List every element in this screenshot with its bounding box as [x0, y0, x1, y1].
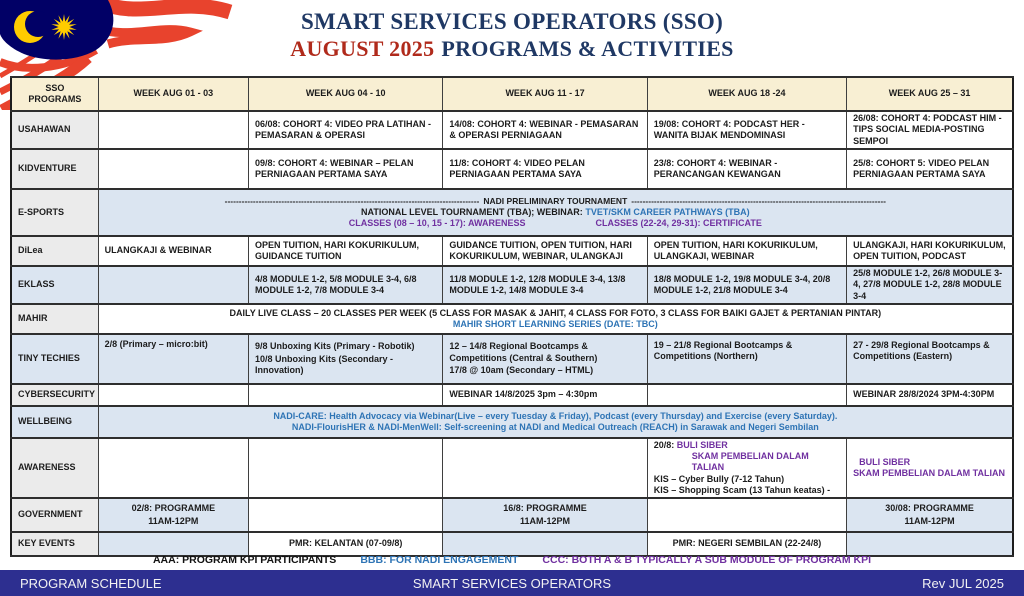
awareness-topic1: BULI SIBER: [676, 439, 728, 450]
row-cybersecurity: [11, 384, 1013, 406]
row-mahir: [11, 304, 1013, 334]
gov-w3-line1: 16/8: PROGRAMME: [503, 503, 587, 514]
row-kidventure: [11, 149, 1013, 189]
awareness-w5-topic2: SKAM PEMBELIAN DALAM TALIAN: [853, 467, 1005, 478]
cell-eklass-w3: 11/8 MODULE 1-2, 12/8 MODULE 3-4, 13/8 MODULE 1-2, 14/8 MODULE 3-4: [443, 266, 647, 304]
legend-aaa: AAA: PROGRAM KPI PARTICIPANTS: [152, 554, 337, 566]
tiny-w3-line1: 12 – 14/8 Regional Bootcamps & Competitions (Central & Southern): [449, 341, 598, 363]
wellbeing-nadi-care-line: NADI-CARE: Health Advocacy via Webinar(Live – every Tuesday & Friday), Podcast (every Thursday) and Exercise (every Saturday).: [273, 410, 838, 421]
awareness-w5-topic1: BULI SIBER: [859, 456, 911, 467]
row-awareness: [11, 438, 1013, 498]
row-tiny-techies: [11, 334, 1013, 384]
cell-tiny-w1: 2/8 (Primary – micro:bit): [98, 334, 248, 384]
row-label-mahir: MAHIR: [11, 304, 98, 334]
page-title: [0, 8, 1024, 63]
cell-kidventure-w1: [98, 149, 248, 189]
row-label-awareness: AWARENESS: [11, 438, 98, 498]
title-month-year: AUGUST 2025: [290, 36, 435, 62]
awareness-w4-line1: [654, 440, 840, 451]
esports-national-line: [105, 207, 1006, 218]
cell-awareness-w5: [847, 438, 1013, 498]
esports-dashes-right: ------------------------------------------------------------------------------------------: [631, 195, 887, 206]
row-label-esports: E-SPORTS: [11, 189, 98, 236]
row-dilea: [11, 236, 1013, 266]
cell-esports-span: [98, 189, 1013, 236]
cell-dilea-w3: GUIDANCE TUITION, OPEN TUITION, HARI KOKURIKULUM, WEBINAR, ULANGKAJI: [443, 236, 647, 266]
cell-cyber-w3: WEBINAR 14/8/2025 3pm – 4:30pm: [443, 384, 647, 406]
legend: [0, 554, 1024, 566]
footer-center: SMART SERVICES OPERATORS: [412, 575, 612, 591]
cell-kidventure-w2: 09/8: COHORT 4: WEBINAR – PELAN PERNIAGAAN PERTAMA SAYA: [248, 149, 442, 189]
cell-eklass-w5: 25/8 MODULE 1-2, 26/8 MODULE 3-4, 27/8 MODULE 1-2, 28/8 MODULE 3-4: [847, 266, 1013, 304]
cell-awareness-w1: [98, 438, 248, 498]
gov-w5-line1: 30/08: PROGRAMME: [885, 503, 974, 514]
mahir-daily-class-line: DAILY LIVE CLASS – 20 CLASSES PER WEEK (5 CLASS FOR MASAK & JAHIT, 4 CLASS FOR FOTO, 3 CLASS FOR BAIKI GAJET & PERTANIAN PINTAR): [229, 307, 882, 318]
cell-kidventure-w5: 25/8: COHORT 5: VIDEO PELAN PERNIAGAAN PERTAMA SAYA: [847, 149, 1013, 189]
awareness-date: 20/8:: [653, 439, 675, 450]
cell-keyevents-w3: [443, 532, 647, 556]
tiny-w3-line2: 17/8 @ 10am (Secondary – HTML): [449, 364, 594, 375]
schedule-table: [10, 76, 1014, 557]
tiny-w2-line1: 9/8 Unboxing Kits (Primary - Robotik): [254, 341, 415, 352]
row-usahawan: [11, 111, 1013, 149]
title-line1: SMART SERVICES OPERATORS (SSO): [300, 9, 724, 34]
cell-usahawan-w4: 19/08: COHORT 4: PODCAST HER - WANITA BIJAK MENDOMINASI: [647, 111, 846, 149]
row-esports: [11, 189, 1013, 236]
cell-government-w3: [443, 498, 647, 532]
cell-awareness-w4: [647, 438, 846, 498]
row-label-cybersecurity: CYBERSECURITY: [11, 384, 98, 406]
cell-keyevents-w4: PMR: NEGERI SEMBILAN (22-24/8): [647, 532, 846, 556]
header-sso-programs: SSO PROGRAMS: [11, 77, 98, 111]
cell-government-w2: [248, 498, 442, 532]
title-line2-rest: PROGRAMS & ACTIVITIES: [441, 36, 734, 62]
cell-usahawan-w5: 26/08: COHORT 4: PODCAST HIM - TIPS SOCIAL MEDIA-POSTING SEMPOI: [847, 111, 1013, 149]
row-label-kidventure: KIDVENTURE: [11, 149, 98, 189]
cell-cyber-w5: WEBINAR 28/8/2024 3PM-4:30PM: [847, 384, 1013, 406]
cell-usahawan-w2: 06/08: COHORT 4: VIDEO PRA LATIHAN - PEMASARAN & OPERASI: [248, 111, 442, 149]
cell-cyber-w1: [98, 384, 248, 406]
cell-dilea-w5: ULANGKAJI, HARI KOKURIKULUM, OPEN TUITION, PODCAST: [847, 236, 1013, 266]
footer-bar: [0, 570, 1024, 596]
cell-keyevents-w2: PMR: KELANTAN (07-09/8): [248, 532, 442, 556]
awareness-topic2: SKAM PEMBELIAN DALAM TALIAN: [691, 451, 809, 473]
footer-left: PROGRAM SCHEDULE: [20, 575, 162, 591]
cell-keyevents-w1: [98, 532, 248, 556]
cell-eklass-w2: 4/8 MODULE 1-2, 5/8 MODULE 3-4, 6/8 MODULE 1-2, 7/8 MODULE 3-4: [248, 266, 442, 304]
gov-w1-line2: 11AM-12PM: [148, 515, 199, 526]
esports-tournament-title: NADI PRELIMINARY TOURNAMENT: [483, 195, 628, 206]
footer-right: Rev JUL 2025: [922, 575, 1004, 591]
mahir-learning-series-line: MAHIR SHORT LEARNING SERIES (DATE: TBC): [452, 318, 658, 329]
cell-wellbeing-span: [98, 406, 1013, 438]
header-week-4: WEEK AUG 18 -24: [647, 77, 846, 111]
row-wellbeing: [11, 406, 1013, 438]
cell-government-w5: [847, 498, 1013, 532]
row-label-dilea: DiLea: [11, 236, 98, 266]
cell-awareness-w3: [443, 438, 647, 498]
awareness-kis2: KIS – Shopping Scam (13 Tahun keatas) -: [653, 484, 831, 495]
wellbeing-flourisher-line: NADI-FlourisHER & NADI-MenWell: Self-screening at NADI and Medical Outreach (REACH) in Sarawak and Negeri Sembilan: [291, 421, 819, 432]
cell-eklass-w1: [98, 266, 248, 304]
cell-tiny-w3: [443, 334, 647, 384]
header-week-2: WEEK AUG 04 - 10: [248, 77, 442, 111]
row-label-government: GOVERNMENT: [11, 498, 98, 532]
cell-keyevents-w5: [847, 532, 1013, 556]
cell-kidventure-w4: 23/8: COHORT 4: WEBINAR - PERANCANGAN KEWANGAN: [647, 149, 846, 189]
header-row: [11, 77, 1013, 111]
cell-government-w4: [647, 498, 846, 532]
header-week-5: WEEK AUG 25 – 31: [847, 77, 1013, 111]
row-label-tiny-techies: TINY TECHIES: [11, 334, 98, 384]
header-week-3: WEEK AUG 11 - 17: [443, 77, 647, 111]
cell-government-w1: [98, 498, 248, 532]
legend-bbb: BBB: FOR NADI ENGAGEMENT: [360, 554, 519, 566]
row-government: [11, 498, 1013, 532]
cell-mahir-span: [98, 304, 1013, 334]
tiny-w2-line2: 10/8 Unboxing Kits (Secondary - Innovation): [254, 353, 393, 375]
row-key-events: [11, 532, 1013, 556]
cell-dilea-w1: ULANGKAJI & WEBINAR: [98, 236, 248, 266]
awareness-kis1: KIS – Cyber Bully (7-12 Tahun): [653, 473, 785, 484]
cell-usahawan-w3: 14/08: COHORT 4: WEBINAR - PEMASARAN & OPERASI PERNIAGAAN: [443, 111, 647, 149]
gov-w1-line1: 02/8: PROGRAMME: [131, 503, 216, 514]
esports-classes-line: [105, 218, 1006, 229]
esports-dashes-left: ------------------------------------------------------------------------------------------: [224, 195, 480, 206]
esports-classes-awareness: CLASSES (08 – 10, 15 - 17): AWARENESS: [348, 217, 526, 228]
cell-cyber-w2: [248, 384, 442, 406]
row-label-eklass: EKLASS: [11, 266, 98, 304]
esports-tournament-line: [105, 196, 1006, 207]
gov-w5-line2: 11AM-12PM: [904, 515, 955, 526]
cell-kidventure-w3: 11/8: COHORT 4: VIDEO PELAN PERNIAGAAN PERTAMA SAYA: [443, 149, 647, 189]
title-line2: [0, 36, 1024, 63]
cell-cyber-w4: [647, 384, 846, 406]
cell-eklass-w4: 18/8 MODULE 1-2, 19/8 MODULE 3-4, 20/8 MODULE 1-2, 21/8 MODULE 3-4: [647, 266, 846, 304]
row-label-key-events: KEY EVENTS: [11, 532, 98, 556]
cell-dilea-w4: OPEN TUITION, HARI KOKURIKULUM, ULANGKAJI, WEBINAR: [647, 236, 846, 266]
cell-tiny-w5: 27 - 29/8 Regional Bootcamps & Competitions (Eastern): [847, 334, 1013, 384]
esports-webinar-topic: TVET/SKM CAREER PATHWAYS (TBA): [585, 206, 750, 217]
header-week-1: WEEK AUG 01 - 03: [98, 77, 248, 111]
esports-national-text: NATIONAL LEVEL TOURNAMENT (TBA); WEBINAR:: [360, 206, 583, 217]
cell-dilea-w2: OPEN TUITION, HARI KOKURIKULUM, GUIDANCE TUITION: [248, 236, 442, 266]
row-label-wellbeing: WELLBEING: [11, 406, 98, 438]
gov-w3-line2: 11AM-12PM: [520, 515, 571, 526]
cell-tiny-w2: [248, 334, 442, 384]
cell-usahawan-w1: [98, 111, 248, 149]
legend-ccc: CCC: BOTH A & B TYPICALLY A SUB MODULE OF PROGRAM KPI: [542, 554, 872, 566]
row-eklass: [11, 266, 1013, 304]
row-label-usahawan: USAHAWAN: [11, 111, 98, 149]
cell-tiny-w4: 19 – 21/8 Regional Bootcamps & Competitions (Northern): [647, 334, 846, 384]
esports-classes-certificate: CLASSES (22-24, 29-31): CERTIFICATE: [595, 217, 762, 228]
cell-awareness-w2: [248, 438, 442, 498]
